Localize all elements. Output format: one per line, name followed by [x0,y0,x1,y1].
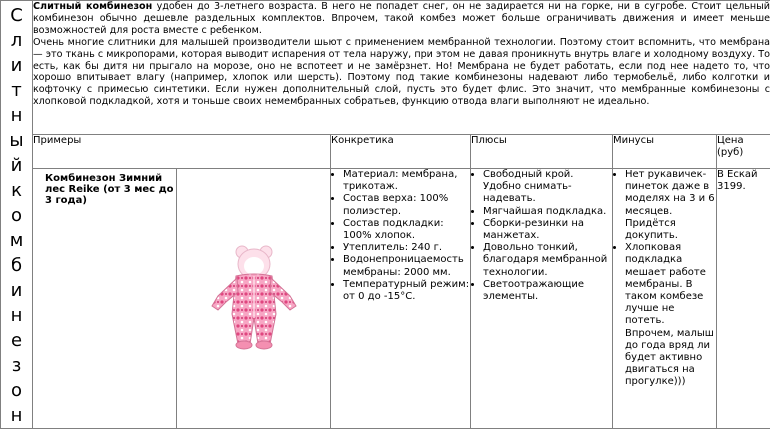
vertical-title-letter: и [1,278,32,303]
vertical-title-letter: к [1,178,32,203]
product-photo-cell [177,169,331,429]
intro-paragraph-1 [33,1,770,37]
intro-paragraph-2: Очень многие слитники для малышей производители шьют с применением мембранной технологии. Поэтому стоит вспомнить, что мембрана — это ткань с микропорами, которая выводит испарения от тела наружу, при этом не давая проникнуть внутрь влаге и холодному воздуху. То есть, как бы дитя ни прыгало на морозе, оно не вспотеет и не замёрзнет. Но! Мембрана не будет работать, если под нее надето то, что хорошо впитывает влагу (например, хлопок или шерсть). Поэтому под такие комбинезоны надевают либо термобельё, либо колготки и кофточку с примесью синтетики. Если нужен дополнительный слой, пусть это будет флис. Это значит, что мембранные комбинезоны с хлопковой подкладкой, хотя и тоньше своих немембранных собратьев, функцию отвода влаги выполняют не идеально. [33,37,770,108]
pro-item: • Свободный крой. Удобно снимать-надевать. [483,169,612,206]
vertical-title-letter: л [1,28,32,53]
cons-list [613,169,716,389]
vertical-title [1,1,33,429]
vertical-title-letter: б [1,253,32,278]
intro-text [33,1,770,135]
pros-cell [471,169,613,429]
product-name-cell [33,169,177,429]
header-examples: Примеры [33,135,331,169]
spec-item: • Состав подкладки: 100% хлопок. [343,218,470,242]
spec-item: • Водонепроницаемость мембраны: 2000 мм. [343,254,470,278]
vertical-title-letter: м [1,228,32,253]
pro-item: • Довольно тонкий, благодаря мембранной технологии. [483,242,612,279]
header-pros: Плюсы [471,135,613,169]
pro-item: • Мягчайшая подкладка. [483,206,612,218]
vertical-title-letter: т [1,78,32,103]
vertical-title-letter: н [1,303,32,328]
pro-item: • Сборки-резинки на манжетах. [483,218,612,242]
product-name: Комбинезон Зимний лес Reike (от 3 мес до 3 года) [33,169,176,206]
header-cons: Минусы [613,135,717,169]
spec-item: • Материал: мембрана, трикотаж. [343,169,470,193]
vertical-title-letter: й [1,153,32,178]
vertical-title-letter: з [1,353,32,378]
pro-item: • Светоотражающие элементы. [483,279,612,303]
vertical-title-letter: н [1,403,32,428]
price-cell: В Ескай 3199. [717,169,770,429]
header-price: Цена (руб) [717,135,770,169]
specs-list [331,169,470,303]
header-specifics: Конкретика [331,135,471,169]
vertical-title-letters [1,1,32,428]
specs-cell [331,169,471,429]
spec-item: • Утеплитель: 240 г. [343,242,470,254]
vertical-title-letter: о [1,378,32,403]
vertical-title-letter: е [1,328,32,353]
vertical-title-letter: и [1,53,32,78]
intro-p1-rest: удобен до 3-летнего возраста. В него не попадет снег, он не задирается ни на горке, ни в сугробе. Стоит цельный комбинезон обычно дешевле раздельных комплектов. Впрочем, такой комбез может больше ограничивать движения и имеет меньше возможностей для роста вместе с ребенком. [33,1,770,36]
product-photo [177,169,330,428]
intro-bold-term: Слитный комбинезон [33,1,152,12]
spec-item: • Температурный режим: от 0 до -15°С. [343,279,470,303]
vertical-title-letter: С [1,3,32,28]
con-item: • Хлопковая подкладка мешает работе мембраны. В таком комбезе лучше не потеть. Впрочем, малыш до года вряд ли будет активно двигаться на прогулке))) [625,242,716,388]
vertical-title-letter: ы [1,128,32,153]
vertical-title-letter: о [1,203,32,228]
snowsuit-image [204,244,304,354]
pros-list [471,169,612,303]
con-item: • Нет рукавичек-пинеток даже в моделях на 3 и 6 месяцев. Придётся докупить. [625,169,716,242]
cons-cell [613,169,717,429]
vertical-title-letter: н [1,103,32,128]
spec-item: • Состав верха: 100% полиэстер. [343,193,470,217]
